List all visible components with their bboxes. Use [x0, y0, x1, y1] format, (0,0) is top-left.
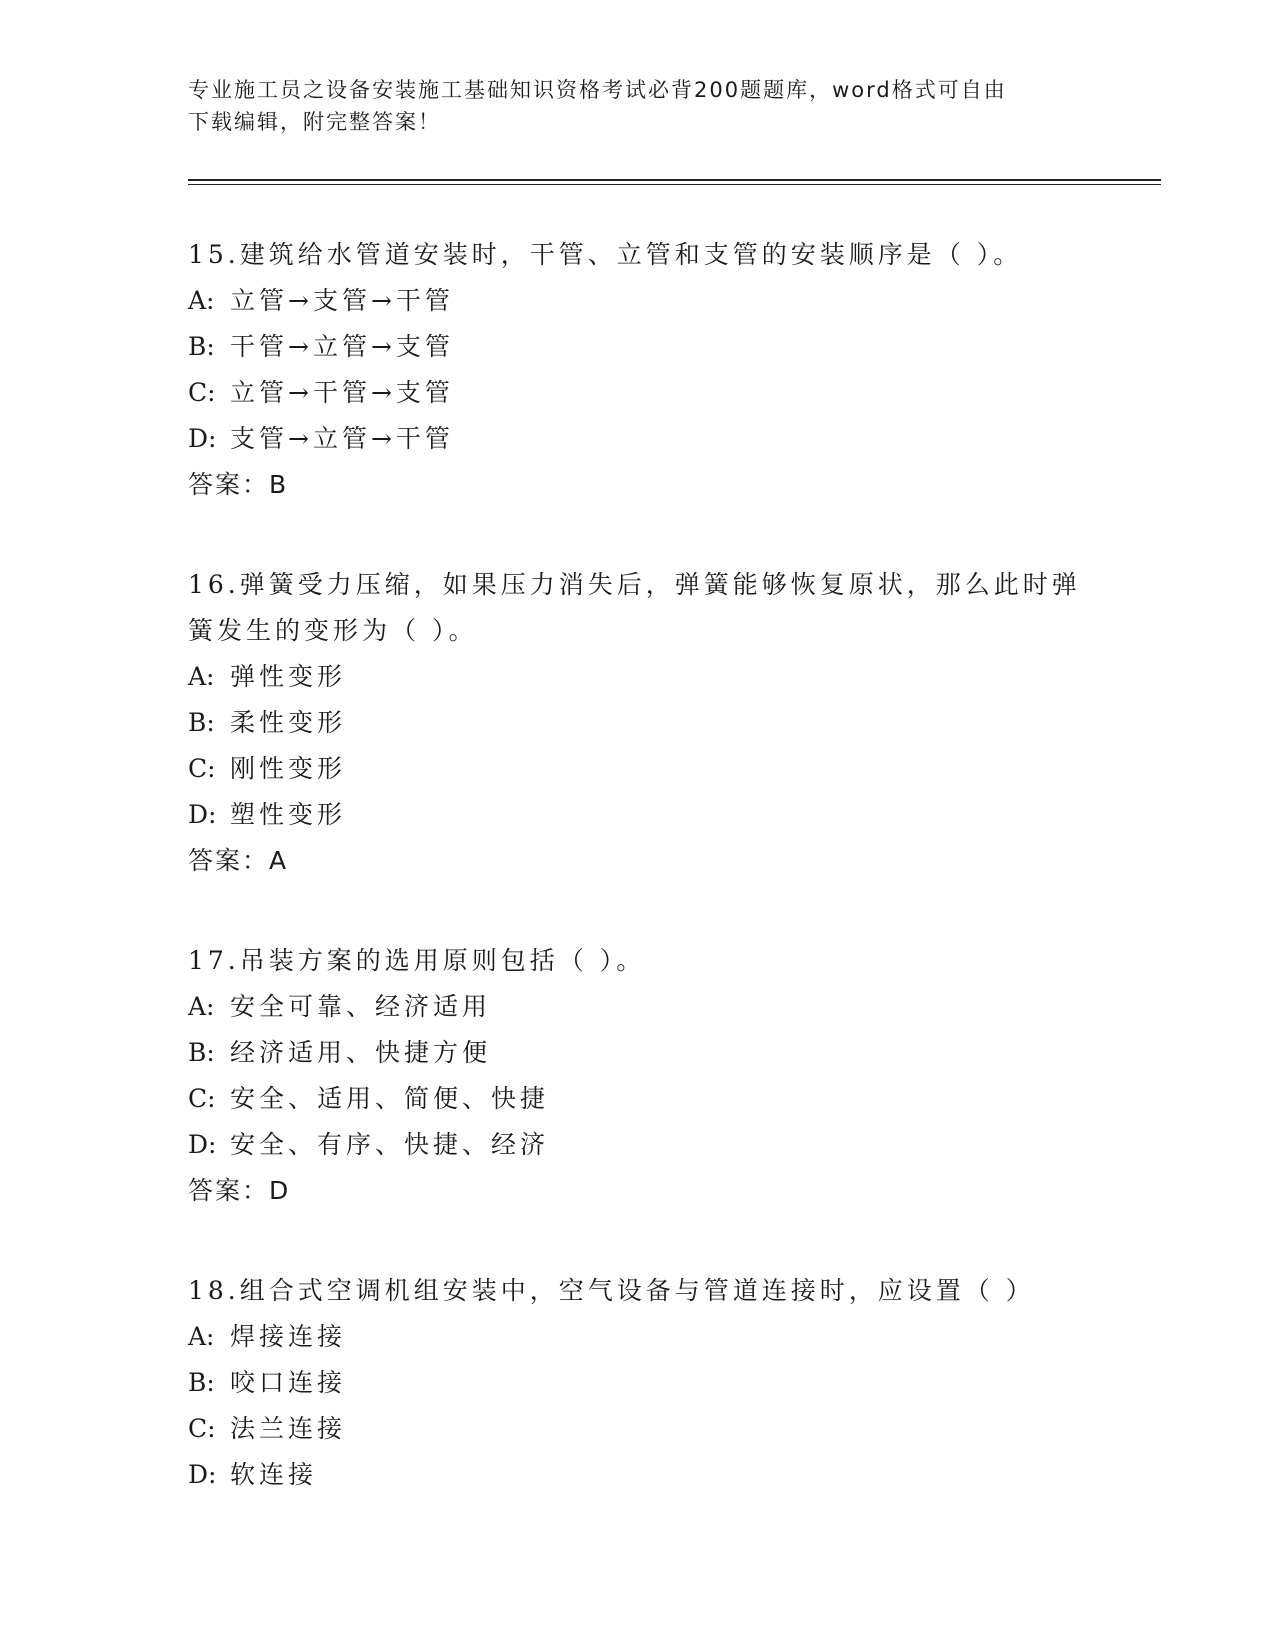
- option-letter: D:: [188, 424, 217, 453]
- question-stem-line-1: 16.弹簧受力压缩，如果压力消失后，弹簧能够恢复原状，那么此时弹: [188, 570, 1081, 599]
- header-divider-thick: [188, 179, 1161, 181]
- option-letter: C:: [188, 1414, 216, 1443]
- question-16: [188, 562, 1108, 884]
- option-letter: C:: [188, 1084, 216, 1113]
- option-letter: C:: [188, 378, 216, 407]
- option-d: [188, 1122, 1108, 1168]
- question-18: [188, 1268, 1108, 1498]
- option-text: 法兰连接: [230, 1414, 347, 1443]
- option-text: 柔性变形: [230, 708, 347, 737]
- option-letter: B:: [188, 1368, 215, 1397]
- option-a: [188, 654, 1108, 700]
- question-stem: 18.组合式空调机组安装中，空气设备与管道连接时，应设置（ ）: [188, 1276, 1035, 1305]
- question-stem: 17.吊装方案的选用原则包括（ ）。: [188, 946, 646, 975]
- option-text: 立管→支管→干管: [230, 286, 454, 315]
- option-d: [188, 792, 1108, 838]
- option-c: [188, 370, 1108, 416]
- question-15: [188, 232, 1108, 508]
- option-b: [188, 1030, 1108, 1076]
- option-b: [188, 1360, 1108, 1406]
- header-divider-thin: [188, 184, 1161, 185]
- option-letter: B:: [188, 1038, 215, 1067]
- option-letter: D:: [188, 1460, 217, 1489]
- option-text: 干管→立管→支管: [230, 332, 454, 361]
- option-text: 立管→干管→支管: [230, 378, 454, 407]
- option-a: [188, 1314, 1108, 1360]
- header-line-2: 下载编辑，附完整答案！: [188, 110, 441, 134]
- option-c: [188, 746, 1108, 792]
- option-text: 刚性变形: [230, 754, 347, 783]
- option-letter: A:: [188, 662, 215, 691]
- option-d: [188, 1452, 1108, 1498]
- question-list: [188, 232, 1108, 1552]
- option-letter: D:: [188, 800, 217, 829]
- answer-line: 答案：A: [188, 846, 289, 875]
- option-letter: A:: [188, 992, 215, 1021]
- option-c: [188, 1406, 1108, 1452]
- option-text: 安全、适用、简便、快捷: [230, 1084, 550, 1113]
- option-text: 咬口连接: [230, 1368, 347, 1397]
- option-text: 安全可靠、经济适用: [230, 992, 492, 1021]
- option-a: [188, 278, 1108, 324]
- option-letter: B:: [188, 332, 215, 361]
- option-letter: A:: [188, 1322, 215, 1351]
- question-stem-line-2: 簧发生的变形为（ ）。: [188, 616, 478, 645]
- option-text: 弹性变形: [230, 662, 347, 691]
- option-letter: D:: [188, 1130, 217, 1159]
- question-stem: 15.建筑给水管道安装时，干管、立管和支管的安装顺序是（ ）。: [188, 240, 1023, 269]
- option-c: [188, 1076, 1108, 1122]
- option-d: [188, 416, 1108, 462]
- option-letter: C:: [188, 754, 216, 783]
- option-b: [188, 324, 1108, 370]
- option-letter: A:: [188, 286, 215, 315]
- option-text: 支管→立管→干管: [230, 424, 454, 453]
- answer-line: 答案：B: [188, 470, 289, 499]
- header-line-1: 专业施工员之设备安装施工基础知识资格考试必背200题题库，word格式可自由: [188, 78, 1007, 102]
- option-text: 安全、有序、快捷、经济: [230, 1130, 550, 1159]
- option-a: [188, 984, 1108, 1030]
- option-text: 焊接连接: [230, 1322, 347, 1351]
- option-letter: B:: [188, 708, 215, 737]
- document-header: [188, 74, 1088, 138]
- answer-line: 答案：D: [188, 1176, 291, 1205]
- question-17: [188, 938, 1108, 1214]
- option-b: [188, 700, 1108, 746]
- option-text: 软连接: [230, 1460, 318, 1489]
- option-text: 经济适用、快捷方便: [230, 1038, 492, 1067]
- option-text: 塑性变形: [230, 800, 347, 829]
